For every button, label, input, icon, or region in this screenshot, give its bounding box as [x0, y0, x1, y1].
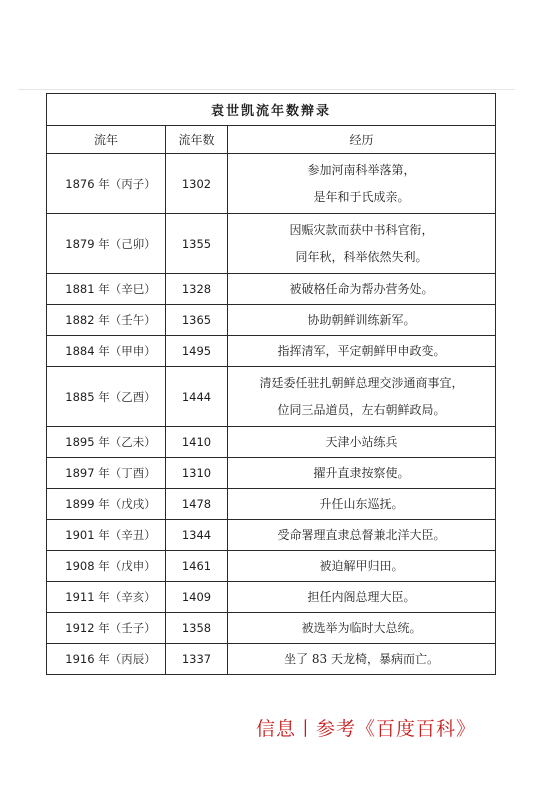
event-line: 受命署理直隶总督兼北洋大臣。: [277, 527, 446, 542]
year-number-cell: 1328: [166, 274, 228, 305]
table-row: [47, 582, 496, 613]
year-cell: 1916 年（丙辰）: [47, 644, 166, 675]
year-number-cell: 1302: [166, 154, 228, 214]
top-divider: [18, 89, 515, 90]
year-cell: 1884 年（甲申）: [47, 336, 166, 367]
event-cell: [228, 367, 496, 427]
table-row: [47, 644, 496, 675]
header-row: [47, 126, 496, 154]
year-cell: 1895 年（乙未）: [47, 427, 166, 458]
header-year: 流年: [47, 126, 166, 154]
event-line: 坐了 83 天龙椅，暴病而亡。: [284, 651, 439, 666]
year-cell: 1879 年（己卯）: [47, 214, 166, 274]
event-cell: [228, 274, 496, 305]
table-row: [47, 367, 496, 427]
event-line: 协助朝鲜训练新军。: [307, 312, 416, 327]
event-line: 指挥清军，平定朝鲜甲申政变。: [277, 343, 446, 358]
year-cell: 1885 年（乙酉）: [47, 367, 166, 427]
table-row: [47, 214, 496, 274]
year-cell: 1897 年（丁酉）: [47, 458, 166, 489]
event-line: 被迫解甲归田。: [319, 558, 404, 573]
table-row: [47, 274, 496, 305]
event-line: 升任山东巡抚。: [319, 496, 404, 511]
event-cell: [228, 644, 496, 675]
year-cell: 1911 年（辛亥）: [47, 582, 166, 613]
event-line: 位同三品道员，左右朝鲜政局。: [277, 402, 446, 417]
event-cell: [228, 427, 496, 458]
year-cell: 1899 年（戊戌）: [47, 489, 166, 520]
year-cell: 1912 年（壬子）: [47, 613, 166, 644]
year-number-cell: 1344: [166, 520, 228, 551]
table-row: [47, 458, 496, 489]
table-row: [47, 613, 496, 644]
event-line: 天津小站练兵: [325, 434, 398, 449]
year-cell: 1901 年（辛丑）: [47, 520, 166, 551]
event-line: 参加河南科举落第，: [307, 162, 416, 177]
source-credit: 信息丨参考《百度百科》: [256, 718, 477, 740]
event-cell: [228, 214, 496, 274]
table-row: [47, 305, 496, 336]
year-number-cell: 1358: [166, 613, 228, 644]
year-number-cell: 1410: [166, 427, 228, 458]
year-cell: 1876 年（丙子）: [47, 154, 166, 214]
event-line: 担任内阁总理大臣。: [307, 589, 416, 604]
event-cell: [228, 458, 496, 489]
event-cell: [228, 305, 496, 336]
event-line: 擢升直隶按察使。: [313, 465, 410, 480]
event-line: 同年秋，科举依然失利。: [295, 249, 428, 264]
event-cell: [228, 336, 496, 367]
table-row: [47, 336, 496, 367]
event-cell: [228, 582, 496, 613]
event-cell: [228, 154, 496, 214]
year-number-cell: 1355: [166, 214, 228, 274]
year-cell: 1882 年（壬午）: [47, 305, 166, 336]
year-cell: 1908 年（戊申）: [47, 551, 166, 582]
event-line: 被破格任命为帮办营务处。: [289, 281, 434, 296]
table-row: [47, 551, 496, 582]
table-body: [47, 154, 496, 675]
year-number-cell: 1444: [166, 367, 228, 427]
event-line: 被选举为临时大总统。: [301, 620, 422, 635]
event-line: 是年和于氏成亲。: [313, 189, 410, 204]
year-cell: 1881 年（辛巳）: [47, 274, 166, 305]
event-cell: [228, 613, 496, 644]
header-events: 经历: [228, 126, 496, 154]
header-number: 流年数: [166, 126, 228, 154]
records-table: [46, 93, 496, 675]
event-line: 清廷委任驻扎朝鲜总理交涉通商事宜，: [259, 375, 464, 390]
year-number-cell: 1495: [166, 336, 228, 367]
event-cell: [228, 551, 496, 582]
year-number-cell: 1365: [166, 305, 228, 336]
year-number-cell: 1409: [166, 582, 228, 613]
event-cell: [228, 489, 496, 520]
year-number-cell: 1478: [166, 489, 228, 520]
table-row: [47, 154, 496, 214]
table-row: [47, 489, 496, 520]
year-number-cell: 1461: [166, 551, 228, 582]
event-line: 因赈灾款而获中书科官衔，: [289, 222, 434, 237]
event-cell: [228, 520, 496, 551]
table-row: [47, 520, 496, 551]
year-number-cell: 1337: [166, 644, 228, 675]
table-row: [47, 427, 496, 458]
year-number-cell: 1310: [166, 458, 228, 489]
table-title: 袁世凯流年数辩录: [47, 94, 496, 126]
